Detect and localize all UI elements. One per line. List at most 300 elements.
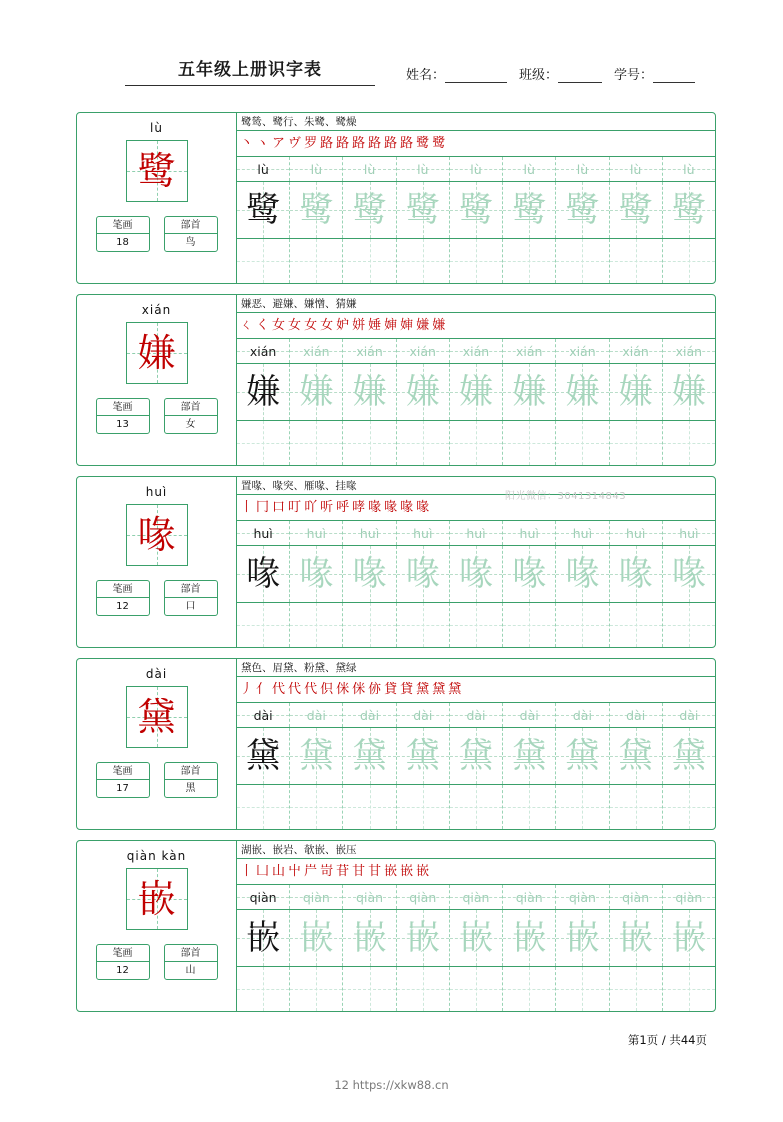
stroke-step: 代: [304, 681, 318, 697]
pinyin-cell[interactable]: [397, 885, 450, 909]
stroke-step: 亻: [256, 681, 270, 697]
practice-blank-row: [237, 239, 715, 283]
character-glyph: 鹭: [512, 190, 547, 230]
character-glyph: 嵌: [671, 918, 706, 958]
stroke-step: 甘: [352, 863, 366, 879]
character-cell[interactable]: [397, 910, 450, 966]
character-glyph: 鹭: [352, 190, 387, 230]
character-cell[interactable]: [237, 910, 290, 966]
strokes-value: 17: [116, 783, 129, 794]
practice-character-row: [237, 546, 715, 603]
blank-cell[interactable]: [397, 421, 450, 465]
pinyin-text: xián: [675, 343, 703, 359]
stroke-step: 嵌: [416, 863, 430, 879]
character-cell[interactable]: [290, 728, 343, 784]
stroke-step: 黛: [416, 681, 430, 697]
stroke-step: 呼: [336, 499, 350, 515]
character-cell[interactable]: [503, 910, 556, 966]
blank-cell[interactable]: [397, 785, 450, 829]
character-cell[interactable]: [343, 546, 396, 602]
character-cell[interactable]: [610, 182, 663, 238]
blank-cell[interactable]: [290, 785, 343, 829]
character-cell[interactable]: [237, 546, 290, 602]
pinyin-cell[interactable]: [343, 339, 396, 363]
character-glyph: 喙: [246, 554, 281, 594]
pinyin-text: huì: [466, 525, 486, 541]
stroke-step: 哮: [352, 499, 366, 515]
stroke-step: 丨: [240, 499, 254, 515]
character-glyph: 黛: [458, 736, 493, 776]
character-cell[interactable]: [450, 728, 503, 784]
strokes-box: [96, 398, 150, 434]
card-pinyin: lù: [150, 121, 163, 135]
pinyin-cell[interactable]: [290, 521, 343, 545]
stroke-step: 喙: [384, 499, 398, 515]
character-cell[interactable]: [556, 364, 609, 420]
character-cell[interactable]: [397, 728, 450, 784]
stroke-step: 㑊: [368, 681, 382, 697]
card-character: 嵌: [137, 877, 176, 921]
stroke-step: 鹭: [432, 135, 446, 151]
radical-value: 山: [185, 965, 196, 976]
character-glyph: 鹭: [671, 190, 706, 230]
pinyin-cell[interactable]: [610, 339, 663, 363]
radical-label: 部首: [165, 217, 217, 234]
radical-box: [164, 580, 218, 616]
character-card: [76, 294, 716, 466]
practice-pinyin-row: [237, 339, 715, 364]
card-left-panel: [77, 659, 237, 829]
strokes-box: [96, 580, 150, 616]
pinyin-cell[interactable]: [450, 339, 503, 363]
stroke-step: 丿: [240, 681, 254, 697]
character-cell[interactable]: [343, 182, 396, 238]
pinyin-text: dài: [626, 707, 646, 723]
character-cell[interactable]: [556, 546, 609, 602]
character-cell[interactable]: [397, 546, 450, 602]
card-left-panel: [77, 113, 237, 283]
stroke-step: 岢: [320, 863, 334, 879]
blank-cell[interactable]: [556, 239, 609, 283]
character-cell[interactable]: [610, 546, 663, 602]
character-card: [76, 840, 716, 1012]
character-glyph: 黛: [352, 736, 387, 776]
stroke-step: 伿: [320, 681, 334, 697]
pinyin-text: dài: [306, 707, 326, 723]
practice-character-row: [237, 728, 715, 785]
blank-cell[interactable]: [610, 967, 663, 1011]
blank-cell[interactable]: [237, 421, 290, 465]
character-cell[interactable]: [290, 364, 343, 420]
character-glyph: 嵌: [299, 918, 334, 958]
character-cell[interactable]: [450, 364, 503, 420]
character-glyph: 嵌: [352, 918, 387, 958]
pinyin-text: xián: [462, 343, 490, 359]
blank-cell[interactable]: [290, 421, 343, 465]
blank-cell[interactable]: [343, 967, 396, 1011]
stroke-step: 喙: [368, 499, 382, 515]
card-right-panel: [237, 659, 715, 829]
character-glyph: 喙: [565, 554, 600, 594]
pinyin-cell[interactable]: [610, 157, 663, 181]
stroke-step: 山: [272, 863, 286, 879]
blank-cell[interactable]: [343, 239, 396, 283]
pinyin-cell[interactable]: [450, 157, 503, 181]
blank-cell[interactable]: [290, 967, 343, 1011]
stroke-step: 嵌: [384, 863, 398, 879]
radical-box: [164, 944, 218, 980]
field-name: [406, 64, 507, 83]
character-cell[interactable]: [343, 728, 396, 784]
practice-blank-row: [237, 603, 715, 647]
blank-cell[interactable]: [343, 603, 396, 647]
card-character: 鹭: [137, 149, 176, 193]
character-cell[interactable]: [503, 546, 556, 602]
card-meta-row: [96, 762, 218, 798]
pinyin-cell[interactable]: [450, 521, 503, 545]
pinyin-cell[interactable]: [556, 521, 609, 545]
pinyin-cell[interactable]: [663, 885, 715, 909]
character-cell[interactable]: [290, 546, 343, 602]
pinyin-cell[interactable]: [290, 157, 343, 181]
card-pinyin: xián: [141, 303, 172, 317]
card-right-panel: [237, 477, 715, 647]
pinyin-cell[interactable]: [237, 521, 290, 545]
blank-cell[interactable]: [503, 967, 556, 1011]
character-cell[interactable]: [610, 364, 663, 420]
pinyin-cell[interactable]: [290, 703, 343, 727]
blank-cell[interactable]: [450, 239, 503, 283]
blank-cell[interactable]: [237, 785, 290, 829]
character-glyph: 嵌: [618, 918, 653, 958]
pinyin-text: lù: [470, 161, 482, 177]
blank-cell[interactable]: [556, 785, 609, 829]
character-cell[interactable]: [450, 910, 503, 966]
pinyin-cell[interactable]: [663, 157, 715, 181]
stroke-step: 女: [288, 317, 302, 333]
blank-cell[interactable]: [343, 785, 396, 829]
stroke-step: 冂: [256, 499, 270, 515]
pinyin-cell[interactable]: [663, 703, 715, 727]
character-glyph: 嵌: [246, 918, 281, 958]
strokes-label: 笔画: [97, 763, 149, 780]
pinyin-cell[interactable]: [343, 885, 396, 909]
character-cell[interactable]: [503, 364, 556, 420]
pinyin-cell[interactable]: [450, 703, 503, 727]
radical-value: 鸟: [185, 237, 196, 248]
character-cell[interactable]: [610, 910, 663, 966]
pinyin-text: dài: [572, 707, 592, 723]
pinyin-cell[interactable]: [237, 339, 290, 363]
pinyin-text: qiàn: [409, 889, 437, 905]
blank-cell[interactable]: [450, 603, 503, 647]
field-class: [519, 64, 602, 83]
watermark-text: 阳光微信：3041314843: [505, 491, 627, 502]
stroke-step: 婶: [400, 317, 414, 333]
pinyin-cell[interactable]: [503, 703, 556, 727]
character-cell[interactable]: [450, 182, 503, 238]
blank-cell[interactable]: [610, 239, 663, 283]
pinyin-text: huì: [679, 525, 699, 541]
field-class-label: 班级：: [519, 68, 559, 83]
pinyin-cell[interactable]: [397, 521, 450, 545]
card-left-panel: [77, 841, 237, 1011]
blank-cell[interactable]: [397, 239, 450, 283]
pinyin-text: huì: [306, 525, 326, 541]
blank-cell[interactable]: [397, 603, 450, 647]
card-left-panel: [77, 295, 237, 465]
card-meta-row: [96, 398, 218, 434]
field-student-id: [614, 64, 695, 83]
stroke-step: 女: [272, 317, 286, 333]
pinyin-cell[interactable]: [663, 521, 715, 545]
stroke-order-row: [237, 313, 715, 339]
pinyin-cell[interactable]: [556, 339, 609, 363]
pinyin-text: qiàn: [568, 889, 596, 905]
character-cell[interactable]: [663, 182, 715, 238]
pinyin-cell[interactable]: [610, 885, 663, 909]
stroke-step: 女: [304, 317, 318, 333]
pinyin-text: xián: [356, 343, 383, 359]
stroke-step: 路: [352, 135, 366, 151]
character-cell[interactable]: [290, 910, 343, 966]
character-cell[interactable]: [556, 910, 609, 966]
character-cell[interactable]: [556, 728, 609, 784]
pinyin-cell[interactable]: [503, 521, 556, 545]
character-cell[interactable]: [237, 182, 290, 238]
pinyin-text: lù: [363, 161, 376, 177]
stroke-step: 丶: [240, 135, 254, 151]
pinyin-cell[interactable]: [610, 521, 663, 545]
character-cell[interactable]: [663, 546, 715, 602]
character-card: [76, 658, 716, 830]
stroke-step: 妒: [336, 317, 350, 333]
pinyin-text: huì: [572, 525, 593, 541]
stroke-order-row: [237, 859, 715, 885]
pinyin-cell[interactable]: [343, 703, 396, 727]
character-cell[interactable]: [663, 910, 715, 966]
blank-cell[interactable]: [663, 421, 715, 465]
card-pinyin: qiàn kàn: [126, 849, 187, 863]
stroke-step: 听: [320, 499, 334, 515]
pinyin-cell[interactable]: [503, 157, 556, 181]
stroke-step: ア: [272, 135, 286, 151]
character-glyph: 鹭: [458, 190, 493, 230]
radical-value: 黑: [185, 783, 196, 794]
stroke-step: 吖: [304, 499, 318, 515]
stroke-step: 貸: [400, 681, 414, 697]
pinyin-cell[interactable]: [343, 521, 396, 545]
character-glyph: 喙: [512, 554, 547, 594]
pinyin-cell[interactable]: [237, 703, 290, 727]
radical-label: 部首: [165, 945, 217, 962]
blank-cell[interactable]: [610, 785, 663, 829]
blank-cell[interactable]: [450, 967, 503, 1011]
blank-cell[interactable]: [663, 239, 715, 283]
pinyin-cell[interactable]: [237, 157, 290, 181]
radical-box: [164, 216, 218, 252]
character-cell[interactable]: [343, 364, 396, 420]
pinyin-cell[interactable]: [397, 339, 450, 363]
character-cell[interactable]: [237, 728, 290, 784]
page-number: 第1页 / 共44页: [627, 1033, 707, 1047]
blank-cell[interactable]: [503, 785, 556, 829]
pinyin-cell[interactable]: [290, 339, 343, 363]
pinyin-text: huì: [253, 525, 273, 541]
strokes-label: 笔画: [97, 945, 149, 962]
pinyin-cell[interactable]: [556, 157, 609, 181]
blank-cell[interactable]: [290, 239, 343, 283]
character-cell[interactable]: [503, 182, 556, 238]
blank-cell[interactable]: [503, 421, 556, 465]
stroke-step: 路: [400, 135, 414, 151]
pinyin-text: qiàn: [462, 889, 490, 905]
character-cell[interactable]: [663, 728, 715, 784]
strokes-label: 笔画: [97, 217, 149, 234]
pinyin-cell[interactable]: [663, 339, 715, 363]
stroke-step: 路: [336, 135, 350, 151]
field-student-id-input[interactable]: [653, 68, 695, 83]
character-glyph: 嫌: [512, 372, 547, 412]
character-glyph: 嫌: [352, 372, 387, 412]
character-cell[interactable]: [290, 182, 343, 238]
strokes-value: 18: [116, 237, 129, 248]
blank-cell[interactable]: [663, 785, 715, 829]
character-cell[interactable]: [343, 910, 396, 966]
stroke-step: 侎: [336, 681, 350, 697]
stroke-step: 甘: [368, 863, 382, 879]
stroke-order-row: [237, 677, 715, 703]
card-character-box: [126, 504, 188, 566]
practice-pinyin-row: [237, 885, 715, 910]
character-glyph: 嫌: [565, 372, 600, 412]
character-glyph: 嵌: [565, 918, 600, 958]
blank-cell[interactable]: [663, 967, 715, 1011]
blank-cell[interactable]: [610, 421, 663, 465]
character-cell[interactable]: [663, 364, 715, 420]
character-glyph: 喙: [352, 554, 387, 594]
pinyin-cell[interactable]: [503, 885, 556, 909]
stroke-step: 路: [320, 135, 334, 151]
character-glyph: 黛: [512, 736, 547, 776]
stroke-step: 喙: [400, 499, 414, 515]
blank-cell[interactable]: [450, 785, 503, 829]
pinyin-text: dài: [413, 707, 433, 723]
blank-cell[interactable]: [237, 603, 290, 647]
header-fields: [406, 64, 695, 83]
pinyin-cell[interactable]: [397, 703, 450, 727]
card-words: 黛色、眉黛、粉黛、黛绿: [237, 659, 715, 677]
blank-cell[interactable]: [343, 421, 396, 465]
character-glyph: 鹭: [565, 190, 600, 230]
card-pinyin: dài: [145, 667, 168, 681]
stroke-step: 丨: [240, 863, 254, 879]
character-glyph: 黛: [299, 736, 334, 776]
character-glyph: 黛: [405, 736, 440, 776]
pinyin-cell[interactable]: [610, 703, 663, 727]
field-student-id-label: 学号：: [614, 68, 654, 83]
card-character-box: [126, 322, 188, 384]
card-right-panel: [237, 295, 715, 465]
pinyin-text: lù: [523, 161, 535, 177]
blank-cell[interactable]: [237, 967, 290, 1011]
pinyin-text: huì: [413, 525, 433, 541]
blank-cell[interactable]: [556, 967, 609, 1011]
character-cell[interactable]: [397, 364, 450, 420]
pinyin-text: dài: [253, 707, 273, 723]
practice-blank-row: [237, 421, 715, 465]
radical-value: 女: [185, 419, 196, 430]
field-class-input[interactable]: [558, 68, 602, 83]
blank-cell[interactable]: [556, 603, 609, 647]
card-words: 湖嵌、嵌岩、欹嵌、嵌压: [237, 841, 715, 859]
blank-cell[interactable]: [610, 603, 663, 647]
stroke-step: 嫌: [416, 317, 430, 333]
character-cell[interactable]: [450, 546, 503, 602]
pinyin-cell[interactable]: [237, 885, 290, 909]
stroke-step: 嵌: [400, 863, 414, 879]
pinyin-text: lù: [417, 161, 429, 177]
pinyin-text: lù: [576, 161, 589, 177]
field-name-input[interactable]: [445, 68, 507, 83]
strokes-box: [96, 762, 150, 798]
pinyin-text: lù: [683, 161, 695, 177]
card-right-panel: [237, 841, 715, 1011]
blank-cell[interactable]: [397, 967, 450, 1011]
character-glyph: 黛: [671, 736, 706, 776]
character-glyph: 喙: [405, 554, 440, 594]
blank-cell[interactable]: [450, 421, 503, 465]
blank-cell[interactable]: [290, 603, 343, 647]
stroke-step: 代: [272, 681, 286, 697]
pinyin-cell[interactable]: [397, 157, 450, 181]
card-right-panel: [237, 113, 715, 283]
pinyin-cell[interactable]: [556, 703, 609, 727]
character-cell[interactable]: [610, 728, 663, 784]
blank-cell[interactable]: [556, 421, 609, 465]
card-words: 嫌恶、避嫌、嫌憎、猜嫌: [237, 295, 715, 313]
character-cell[interactable]: [237, 364, 290, 420]
card-character-box: [126, 140, 188, 202]
stroke-step: 婶: [384, 317, 398, 333]
card-character: 嫌: [137, 331, 176, 375]
stroke-step: 口: [272, 499, 286, 515]
character-glyph: 嫌: [618, 372, 653, 412]
character-glyph: 喙: [671, 554, 706, 594]
character-glyph: 嵌: [458, 918, 493, 958]
character-cell[interactable]: [503, 728, 556, 784]
pinyin-cell[interactable]: [343, 157, 396, 181]
practice-character-row: [237, 182, 715, 239]
blank-cell[interactable]: [663, 603, 715, 647]
blank-cell[interactable]: [237, 239, 290, 283]
pinyin-cell[interactable]: [556, 885, 609, 909]
character-glyph: 嫌: [246, 372, 281, 412]
pinyin-cell[interactable]: [450, 885, 503, 909]
practice-pinyin-row: [237, 157, 715, 182]
blank-cell[interactable]: [503, 603, 556, 647]
character-cell[interactable]: [556, 182, 609, 238]
card-left-panel: [77, 477, 237, 647]
pinyin-text: dài: [466, 707, 486, 723]
pinyin-text: qiàn: [249, 889, 277, 905]
character-cell[interactable]: [397, 182, 450, 238]
stroke-step: 娷: [368, 317, 382, 333]
pinyin-cell[interactable]: [290, 885, 343, 909]
pinyin-cell[interactable]: [503, 339, 556, 363]
blank-cell[interactable]: [503, 239, 556, 283]
character-glyph: 鹭: [246, 190, 281, 230]
